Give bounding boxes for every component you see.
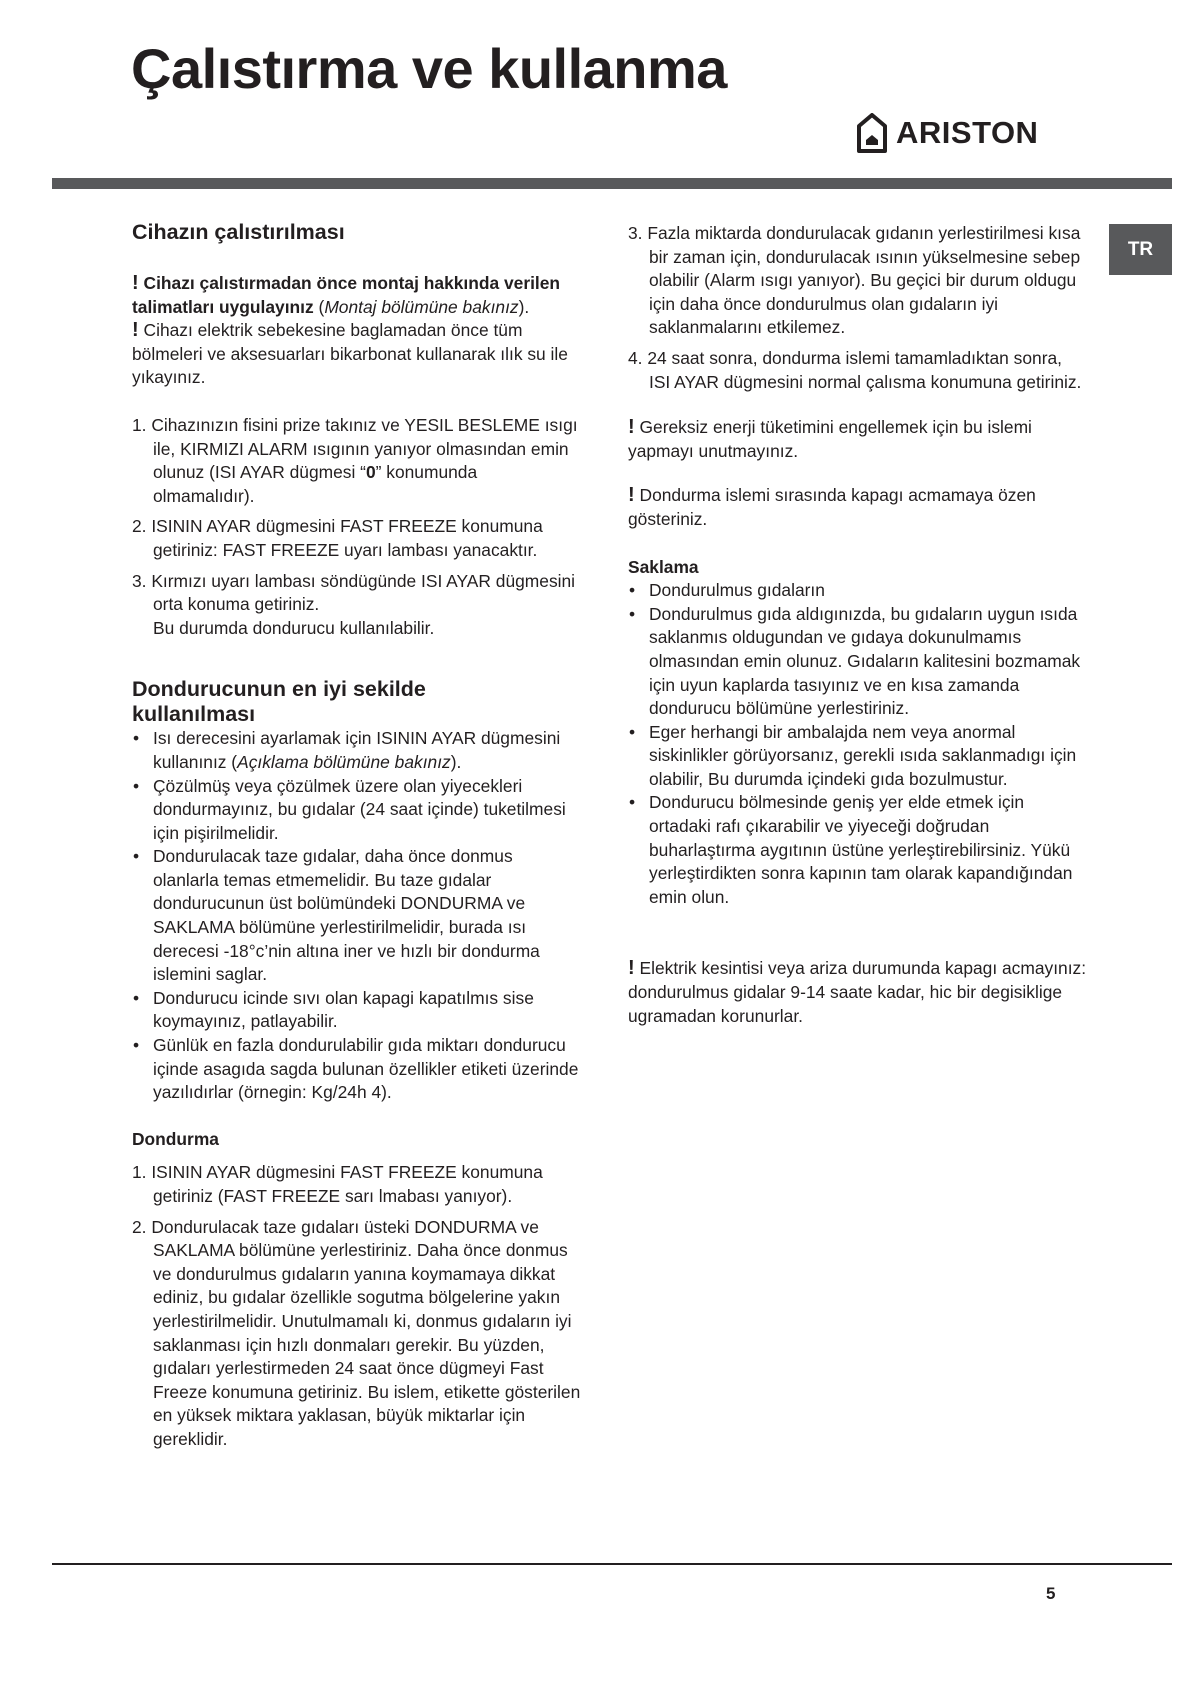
section-startup — [132, 220, 582, 640]
section-heading-startup: Cihazın çalıstırılması — [132, 220, 345, 244]
startup-steps — [132, 414, 582, 640]
list-item: • Dondurulmus gıdaların — [628, 579, 1088, 603]
freezing-step-4: 4. 24 saat sonra, dondurma islemi tamamladıktan sonra, ISI AYAR dügmesini normal çalısma konumuna getiriniz. — [628, 347, 1082, 392]
installation-note: ! Cihazı çalıstırmadan önce montaj hakkında verilen talimatları uygulayınız (Montaj bölümüne bakınız). — [132, 272, 561, 317]
cleaning-note — [132, 319, 582, 390]
list-item: • Eger herhangi bir ambalajda nem veya anormal siskinlikler görüyorsanız, gerekli ısıda saklanmadıgı için olabilir, Bu durumda içindeki gıda bozulmustur. — [628, 721, 1088, 792]
list-item: • Dondurulmus gıda aldıgınızda, bu gıdaların uygun ısıda saklanmıs oldugundan ve gıdaya dokunulmamıs olmasından emin olunuz. Gıdaların kalitesini bozmamak için uyun kaplarda tasıyınız ve en kısa zamanda dondurucu bölümüne yerlestiriniz. — [628, 603, 1088, 721]
door-note: ! Dondurma islemi sırasında kapagı acmamaya özen gösteriniz. — [628, 484, 1036, 529]
freezing-steps-continued — [628, 222, 1088, 394]
installation-note-bold: Cihazı çalıstırmadan önce montaj hakkında verilen talimatları uygulayınız — [132, 273, 561, 317]
power-failure-note: ! Elektrik kesintisi veya ariza durumunda kapagı acmayınız: dondurulmus gidalar 9-14 saate kadar, hic bir degisiklige ugramadan korunurlar. — [628, 957, 1087, 1026]
list-item: • Dondurucu bölmesinde geniş yer elde etmek için ortadaki rafı çıkarabilir ve yiyeceği doğrudan buharlaştırma aygıtının üstüne yerleştirebilirsiniz. Yükü yerleştirdikten sonra kapının tam olarak kapandığından emin olun. — [628, 791, 1088, 909]
warning-mark: ! — [628, 484, 635, 507]
language-tab: TR — [1109, 224, 1172, 275]
list-item: • Isı derecesini ayarlamak için ISININ AYAR dügmesini kullanınız (Açıklama bölümüne bakınız). — [132, 727, 582, 774]
list-item: • Dondurucu icinde sıvı olan kapagi kapatılmıs sise koymayınız, patlayabilir. — [132, 987, 582, 1034]
section-best-use — [132, 677, 582, 1105]
installation-note-reference: Montaj bölümüne bakınız — [324, 296, 519, 317]
section-heading-best-use: Dondurucunun en iyi sekilde kullanılması — [132, 677, 426, 727]
storage-list — [628, 579, 1088, 909]
freezing-steps — [132, 1161, 582, 1451]
energy-note: ! Gereksiz enerji tüketimini engellemek için bu islemi yapmayı unutmayınız. — [628, 416, 1032, 461]
section-storage — [628, 556, 1088, 910]
freezing-step-2: 2. Dondurulacak taze gıdaları üsteki DONDURMA ve SAKLAMA bölümüne yerlestiriniz. Daha önce donmus ve dondurulmus gıdaların yanına koymamaya dikkat ediniz, bu gıdalar özellikle sogutma bölgelerine yakın yerlestirilmelidir. Unutulmamalı ki, donmus gıdaların iyi saklanması için hızlı donmaları gerekir. Bu yüzden, gıdaları yerlestirmeden 24 saat önce dügmeyi Fast Freeze konumuna getiriniz. Bu islem, etikette gösterilen en yüksek miktara yaklasan, büyük miktarlar için gereklidir. — [132, 1216, 581, 1449]
startup-step-3: 3. Kırmızı uyarı lambası söndügünde ISI AYAR dügmesini orta konuma getiriniz. Bu durumda dondurucu kullanılabilir. — [132, 570, 576, 638]
freezing-step-1: 1. ISININ AYAR dügmesini FAST FREEZE konumuna getiriniz (FAST FREEZE sarı lmabası yanıyor). — [132, 1162, 543, 1206]
warning-mark: ! — [132, 272, 139, 294]
ariston-logo — [856, 113, 1038, 153]
list-item: • Çözülmüş veya çözülmek üzere olan yiyecekleri dondurmayınız, bu gıdalar (24 saat içinde) tuketilmesi için pişirilmelidir. — [132, 775, 582, 846]
right-column — [628, 222, 1088, 1028]
list-item: • Günlük en fazla dondurulabilir gıda miktarı dondurucu içinde asagıda sagda bulunan özellikler etiketi üzerinde yazılıdırlar (örnegin: Kg/24h 4). — [132, 1034, 582, 1105]
startup-step-1: 1. Cihazınızın fisini prize takınız ve YESIL BESLEME ısıgı ile, KIRMIZI ALARM ısıgının yanıyor olmasından emin olunuz (ISI AYAR dügmesi “0” konumunda olmamalıdır). — [132, 414, 578, 506]
cleaning-note-text: Cihazı elektrik sebekesine baglamadan önce tüm bölmeleri ve aksesuarları bikarbonat kullanarak ılık su ile yıkayınız. — [132, 320, 568, 388]
warning-mark: ! — [628, 416, 635, 439]
brand-name: ARISTON — [896, 115, 1039, 150]
warning-mark: ! — [132, 319, 139, 342]
house-logo-icon — [856, 113, 888, 153]
left-column — [132, 220, 582, 1452]
list-item: • Dondurulacak taze gıdalar, daha önce donmus olanlarla temas etmemelidir. Bu taze gıdalar dondurucunun üst bolümündeki DONDURMA ve SAKLAMA bölümüne yerlestirilmelidir, burada ısı derecesi -18°c’nin altına iner ve hızlı bir dondurma islemini saglar. — [132, 845, 582, 987]
header-rule — [52, 178, 1172, 189]
footer-rule — [52, 1563, 1172, 1565]
startup-step-2: 2. ISININ AYAR dügmesini FAST FREEZE konumuna getiriniz: FAST FREEZE uyarı lambası yanacaktır. — [132, 516, 543, 560]
page-title: Çalıstırma ve kullanma — [131, 37, 727, 100]
page-number: 5 — [1046, 1584, 1056, 1603]
freezing-step-3: 3. Fazla miktarda dondurulacak gıdanın yerlestirilmesi kısa bir zaman için, dondurulacak ısının yükselmesine sebep olabilir (Alarm ısıgı yanıyor). Bu geçici bir durum oldugu için daha önce dondurulmus olan gıdaların iyi saklanmalarını etkilemez. — [628, 223, 1081, 338]
warning-mark: ! — [628, 957, 635, 980]
best-use-list — [132, 727, 582, 1105]
section-freezing — [132, 1128, 582, 1452]
section-heading-storage: Saklama — [628, 556, 699, 577]
section-heading-freezing: Dondurma — [132, 1128, 219, 1149]
